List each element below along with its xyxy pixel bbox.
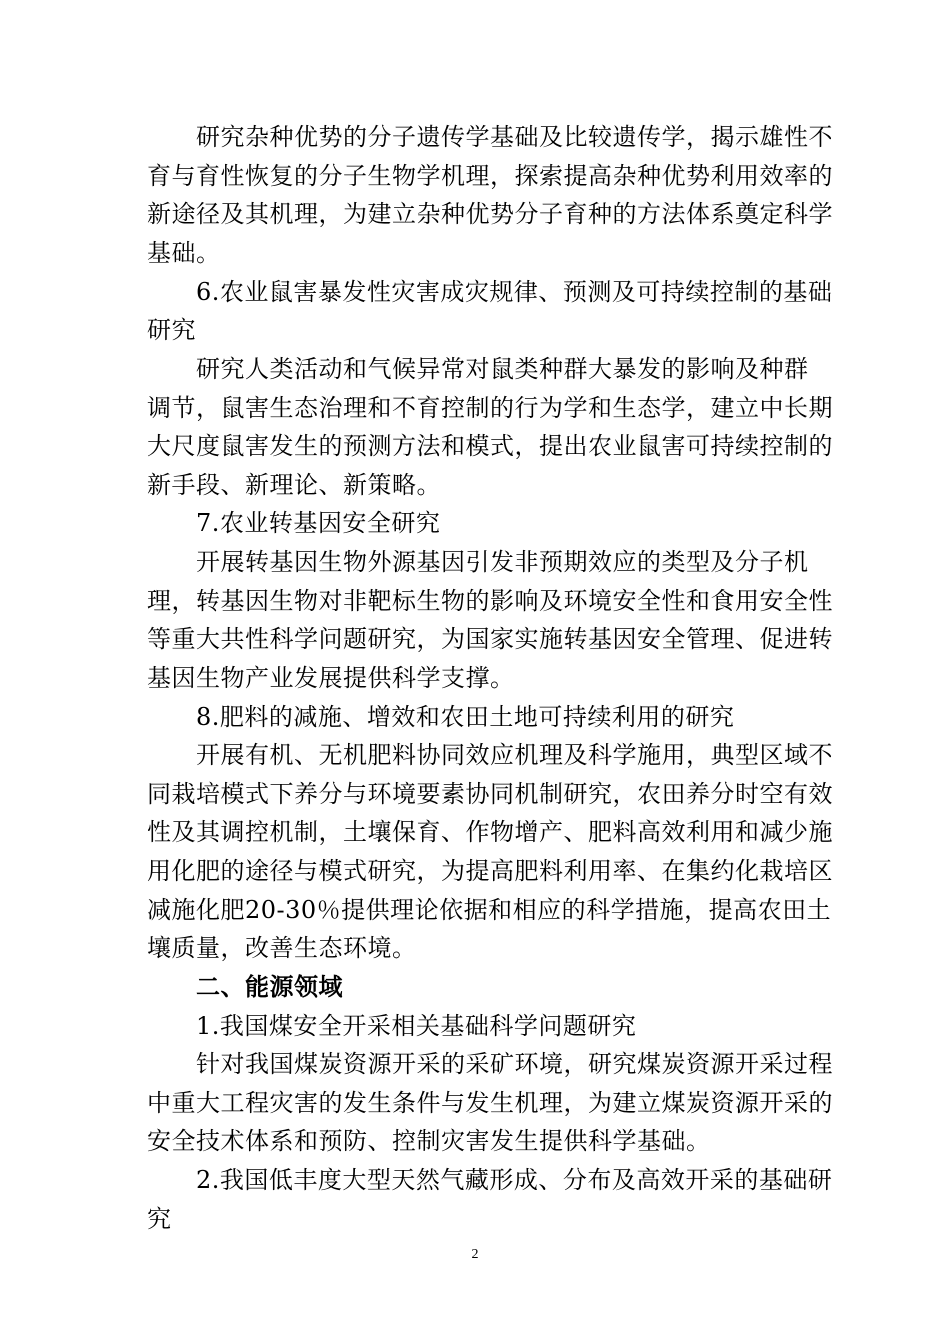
paragraph-line: 开展转基因生物外源基因引发非预期效应的类型及分子机	[196, 548, 809, 576]
paragraph-line: 基础。	[147, 239, 221, 267]
paragraph-line: 育与育性恢复的分子生物学机理，探索提高杂种优势利用效率的	[147, 162, 833, 190]
paragraph-line: 安全技术体系和预防、控制灾害发生提供科学基础。	[147, 1127, 711, 1155]
section-heading: 6.农业鼠害暴发性灾害成灾规律、预测及可持续控制的基础	[196, 278, 833, 306]
paragraph-line: 等重大共性科学问题研究，为国家实施转基因安全管理、促进转	[147, 625, 833, 653]
section-heading: 1.我国煤安全开采相关基础科学问题研究	[196, 1012, 637, 1040]
paragraph-line: 基因生物产业发展提供科学支撑。	[147, 664, 515, 692]
paragraph-line: 新途径及其机理，为建立杂种优势分子育种的方法体系奠定科学	[147, 200, 833, 228]
paragraph-line: 壤质量，改善生态环境。	[147, 934, 417, 962]
chapter-heading: 二、能源领域	[196, 972, 343, 1001]
paragraph-line: 研究人类活动和气候异常对鼠类种群大暴发的影响及种群	[196, 355, 809, 383]
section-heading: 究	[147, 1205, 172, 1233]
paragraph-line: 大尺度鼠害发生的预测方法和模式，提出农业鼠害可持续控制的	[147, 432, 833, 460]
page-number: 2	[471, 1247, 479, 1262]
paragraph-line: 开展有机、无机肥料协同效应机理及科学施用，典型区域不	[196, 741, 833, 769]
paragraph-line: 理，转基因生物对非靶标生物的影响及环境安全性和食用安全性	[147, 587, 833, 615]
section-heading: 7.农业转基因安全研究	[196, 509, 441, 537]
paragraph-line: 研究杂种优势的分子遗传学基础及比较遗传学，揭示雄性不	[196, 123, 833, 151]
paragraph-line: 减施化肥20-30％提供理论依据和相应的科学措施，提高农田土	[147, 896, 832, 924]
paragraph-line: 同栽培模式下养分与环境要素协同机制研究，农田养分时空有效	[147, 780, 833, 808]
paragraph-line: 新手段、新理论、新策略。	[147, 471, 441, 499]
paragraph-line: 中重大工程灾害的发生条件与发生机理，为建立煤炭资源开采的	[147, 1089, 833, 1117]
section-heading: 研究	[147, 316, 196, 344]
section-heading: 8.肥料的减施、增效和农田土地可持续利用的研究	[196, 703, 735, 731]
paragraph-line: 调节，鼠害生态治理和不育控制的行为学和生态学，建立中长期	[147, 394, 833, 422]
paragraph-line: 针对我国煤炭资源开采的采矿环境，研究煤炭资源开采过程	[196, 1050, 833, 1078]
section-heading: 2.我国低丰度大型天然气藏形成、分布及高效开采的基础研	[196, 1166, 833, 1194]
paragraph-line: 性及其调控机制，土壤保育、作物增产、肥料高效利用和减少施	[147, 818, 833, 846]
paragraph-line: 用化肥的途径与模式研究，为提高肥料利用率、在集约化栽培区	[147, 857, 833, 885]
